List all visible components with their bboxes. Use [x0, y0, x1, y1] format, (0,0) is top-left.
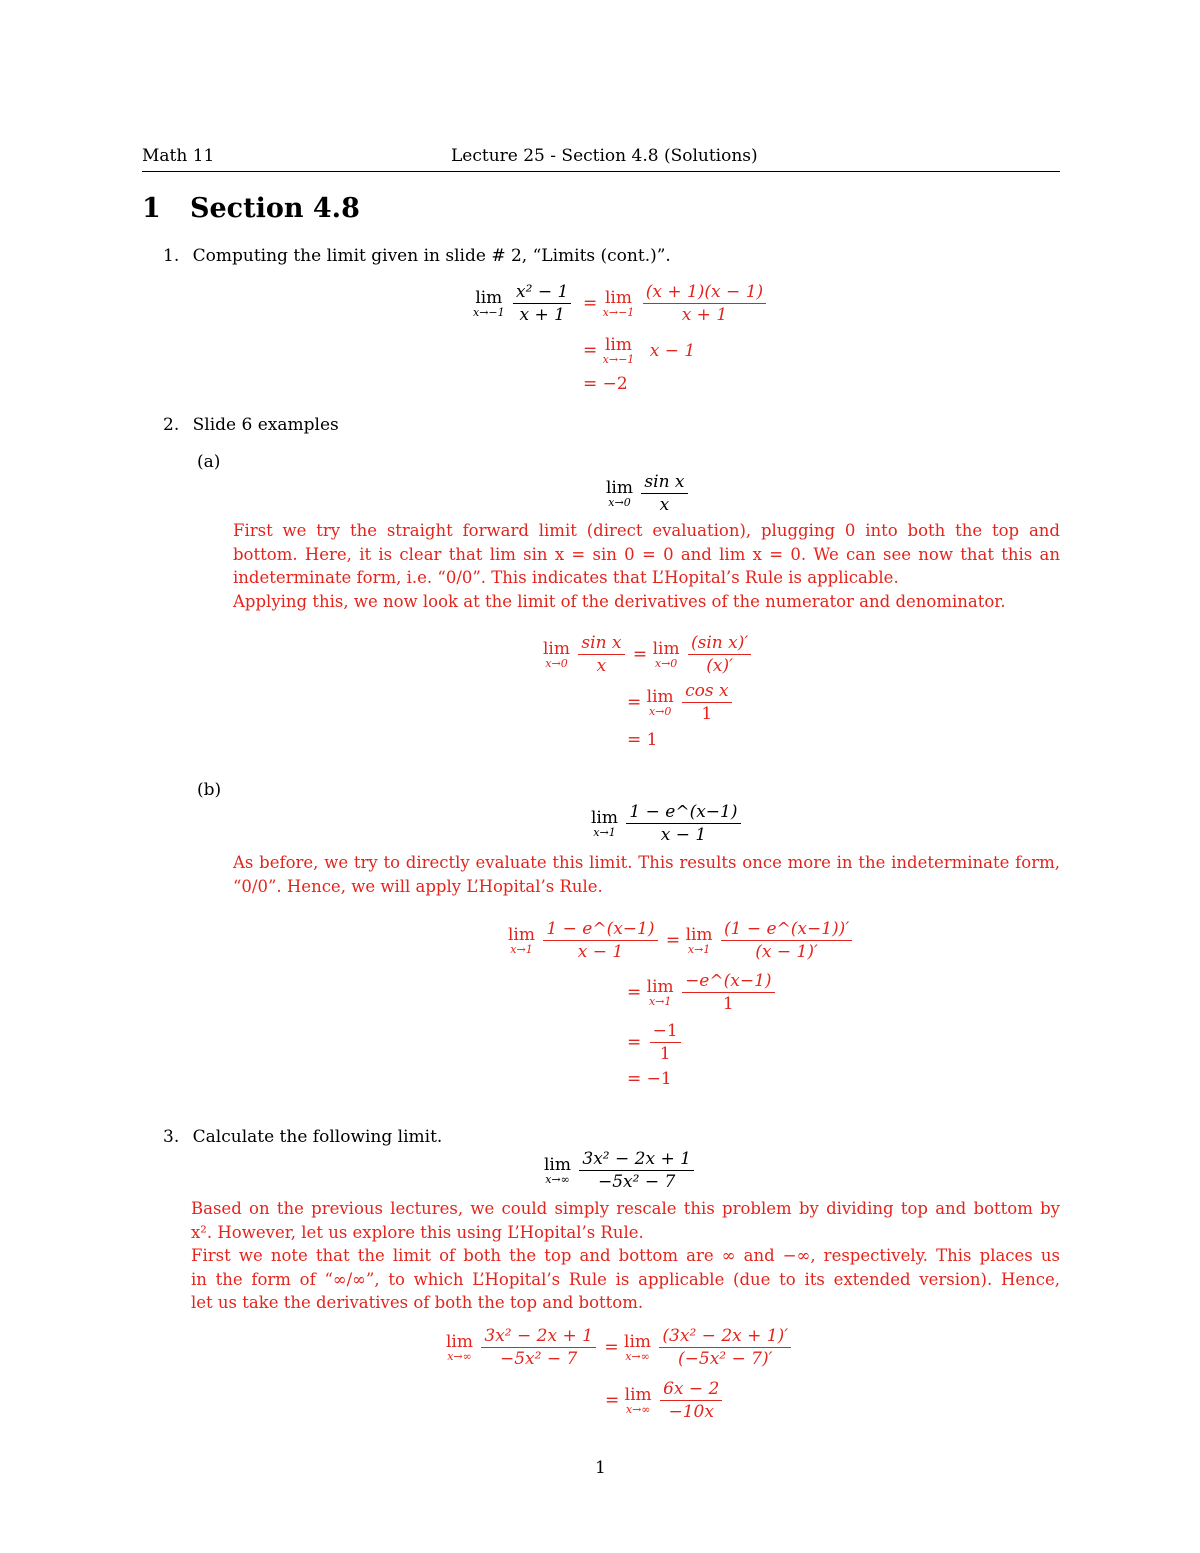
part-b-step2-numerator: −e^(x−1)	[685, 971, 772, 991]
page-number: 1	[595, 1458, 606, 1478]
part-a-label: (a)	[197, 452, 221, 472]
problem-3-line-2: x². However, let us explore this using L’Hopital’s Rule.	[191, 1222, 644, 1242]
lim-operator: lim	[624, 1332, 652, 1352]
problem-3-numerator: 3x² − 2x + 1	[582, 1149, 691, 1169]
part-b-deriv-numerator: (1 − e^(x−1))′	[723, 919, 850, 939]
lim-operator: lim	[646, 687, 674, 707]
part-b-denominator: x − 1	[543, 940, 657, 963]
problem-3-line-1: Based on the previous lectures, we could simply rescale this problem by dividing top and bottom by	[191, 1199, 1060, 1218]
part-b-result: = −1	[627, 1069, 672, 1089]
lim-subscript: x→0	[654, 657, 678, 670]
problem-1-step2: = lim x→−1 x − 1	[583, 335, 696, 366]
part-a-step2-denominator: 1	[682, 702, 731, 725]
problem-2-text: Slide 6 examples	[192, 415, 339, 435]
problem-1-text: Computing the limit given in slide # 2, “Limits (cont.)”.	[192, 246, 671, 266]
part-b-derivation-1: lim x→1 $\frac{1 - e\^{}(x-1)}{x - 1}$ = lim x→1 $\frac{(1 - e\^{}(x-1))'}{(x - 1)'}$	[508, 918, 855, 963]
part-b-step3-numerator: −1	[652, 1021, 678, 1041]
lim-operator: lim	[446, 1332, 473, 1352]
problem-3-denominator: −5x² − 7	[579, 1170, 694, 1193]
problem-1-step1: = lim x→−1 $\frac{(x + 1)(x - 1)}{x + 1}$	[583, 281, 769, 326]
lim-subscript: x→0	[648, 705, 672, 718]
lim-subscript: x→∞	[625, 1350, 650, 1363]
part-a-denominator: x	[578, 654, 624, 677]
header-rule	[142, 171, 1060, 172]
part-a-line-2: bottom. Here, it is clear that lim sin x = sin 0 = 0 and lim x = 0. We can see now that this an	[233, 544, 1060, 564]
lim-subscript: x→0	[545, 657, 568, 670]
part-a-denominator: x	[641, 493, 687, 516]
lim-subscript: x→−1	[473, 306, 505, 319]
part-a-deriv-numerator: (sin x)′	[690, 633, 749, 653]
p1-lhs-denominator: x + 1	[513, 303, 571, 326]
part-a-line-3: indeterminate form, i.e. “0/0”. This indicates that L’Hopital’s Rule is applicable.	[233, 568, 899, 587]
part-b-numerator: 1 − e^(x−1)	[629, 802, 738, 822]
lim-operator: lim	[544, 1155, 571, 1175]
section-number: 1	[142, 193, 161, 224]
problem-3-step2-numerator: 6x − 2	[663, 1379, 720, 1399]
lim-operator: lim	[606, 478, 633, 498]
problem-3-denominator: −5x² − 7	[481, 1347, 596, 1370]
lim-operator: lim	[604, 335, 632, 355]
part-a-numerator: sin x	[644, 472, 685, 492]
problem-3-line-5: let us take the derivatives of both the top and bottom.	[191, 1293, 644, 1312]
lim-operator: lim	[624, 1385, 652, 1405]
part-b-step2-denominator: 1	[682, 992, 774, 1015]
problem-3-line-3: First we note that the limit of both the top and bottom are ∞ and −∞, respectively. This places us	[191, 1246, 1060, 1265]
problem-2-label: 2.	[163, 415, 180, 435]
part-a-explanation	[233, 519, 1060, 613]
part-b-line-1: As before, we try to directly evaluate this limit. This results once more in the indeterminate form,	[233, 853, 1060, 872]
course-name: Math 11	[142, 146, 215, 166]
lim-subscript: x→1	[593, 826, 616, 839]
lim-operator: lim	[646, 977, 674, 997]
lim-operator: lim	[652, 639, 680, 659]
problem-3-label: 3.	[163, 1127, 180, 1147]
lim-subscript: x→∞	[545, 1173, 570, 1186]
lim-operator: lim	[543, 639, 570, 659]
lim-subscript: x→1	[687, 943, 711, 956]
part-b-denominator: x − 1	[626, 823, 740, 846]
part-b-step3-denominator: 1	[650, 1042, 681, 1065]
problem-3-deriv-numerator: (3x² − 2x + 1)′	[662, 1326, 789, 1346]
lim-subscript: x→∞	[447, 1350, 472, 1363]
part-b-explanation	[233, 851, 1060, 898]
part-a-result: = 1	[627, 730, 658, 750]
lim-operator: lim	[475, 288, 503, 308]
problem-1-lhs	[473, 281, 574, 326]
lecture-title: Lecture 25 - Section 4.8 (Solutions)	[451, 146, 758, 166]
part-a-limit	[606, 471, 691, 516]
part-a-derivation-2: = lim x→0 $\frac{\text{cos x}}{1}$	[627, 680, 735, 725]
problem-1-label: 1.	[163, 246, 180, 266]
problem-3-step2-denominator: −10x	[660, 1400, 722, 1423]
problem-3-derivation-1: lim x→∞ $\frac{\text{3x² − 2x + 1}}{\text{−5x² − 7}}$ = lim x→∞ $\frac{\text{(3x² − 2x + 1)′}}{\text{(−5x² − 7)′}}$	[446, 1325, 794, 1370]
p1-step1-numerator: (x + 1)(x − 1)	[645, 282, 764, 302]
lim-operator: lim	[604, 288, 632, 308]
part-a-step2-numerator: cos x	[685, 681, 729, 701]
problem-3-deriv-denominator: (−5x² − 7)′	[659, 1347, 791, 1370]
lim-subscript: x→−1	[602, 353, 635, 366]
problem-1	[163, 246, 671, 266]
part-b-numerator: 1 − e^(x−1)	[546, 919, 655, 939]
problem-3-text: Calculate the following limit.	[192, 1127, 443, 1147]
lim-subscript: x→−1	[602, 306, 635, 319]
lim-operator: lim	[591, 808, 618, 828]
lim-operator: lim	[685, 925, 713, 945]
part-a-line-4: Applying this, we now look at the limit of the derivatives of the numerator and denominator.	[233, 591, 1006, 611]
part-b-deriv-denominator: (x − 1)′	[721, 940, 852, 963]
lim-subscript: x→0	[608, 496, 631, 509]
lim-subscript: x→1	[648, 995, 672, 1008]
part-a-numerator: sin x	[581, 633, 622, 653]
part-b-derivation-2: = lim x→1 $\frac{-e\^{}(x-1)}{1}$	[627, 970, 778, 1015]
problem-3-limit	[544, 1148, 697, 1193]
section-heading	[142, 193, 360, 224]
part-a-deriv-denominator: (x)′	[688, 654, 751, 677]
p1-lhs-numerator: x² − 1	[516, 282, 569, 302]
lim-operator: lim	[508, 925, 535, 945]
problem-3-explanation	[191, 1197, 1060, 1315]
lim-subscript: x→1	[510, 943, 533, 956]
p1-step2-expression: x − 1	[649, 340, 696, 361]
problem-3-line-4: in the form of “∞/∞”, to which L’Hopital’s Rule is applicable (due to its extended version). Hence,	[191, 1269, 1060, 1289]
section-title: Section 4.8	[190, 193, 360, 224]
problem-3	[163, 1127, 442, 1147]
problem-3-derivation-2: = lim x→∞ $\frac{6x - 2}{-10x}$	[605, 1378, 725, 1423]
part-b-limit	[591, 801, 744, 846]
lim-subscript: x→∞	[625, 1403, 651, 1416]
part-b-label: (b)	[197, 780, 222, 800]
p1-step1-denominator: x + 1	[643, 303, 766, 326]
part-b-derivation-3: = $\frac{-1}{1}$	[627, 1020, 684, 1065]
problem-3-numerator: 3x² − 2x + 1	[484, 1326, 593, 1346]
p1-result: = −2	[583, 374, 628, 394]
part-b-line-2: “0/0”. Hence, we will apply L’Hopital’s Rule.	[233, 876, 603, 896]
part-a-line-1: First we try the straight forward limit (direct evaluation), plugging 0 into both the top and	[233, 521, 1060, 540]
problem-2	[163, 415, 339, 435]
part-a-derivation-1: lim x→0 $\frac{\text{sin x}}{x}$ = lim x→0 $\frac{\text{(sin x)′}}{(x)'}$	[543, 632, 754, 677]
